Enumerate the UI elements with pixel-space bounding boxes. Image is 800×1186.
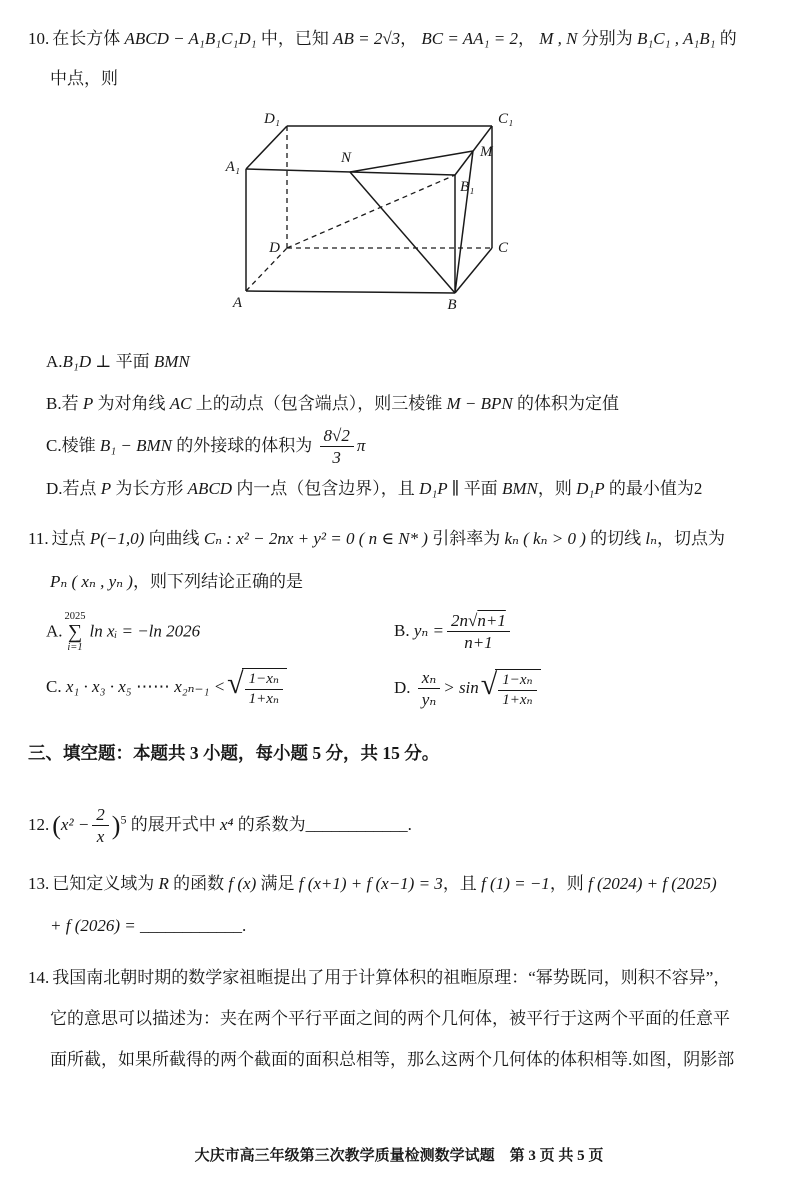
text-segment: 的体积为定值 bbox=[512, 394, 619, 414]
cuboid-svg bbox=[208, 107, 552, 325]
fraction bbox=[498, 672, 536, 710]
q11-option-d bbox=[394, 668, 770, 710]
radical bbox=[481, 669, 541, 710]
q10-option-c-pi: π bbox=[356, 435, 366, 455]
text-segment: 的系数为____________. bbox=[233, 814, 412, 834]
q13-line2 bbox=[28, 913, 770, 939]
fraction-denominator: n+1 bbox=[464, 633, 493, 653]
text-segment: ，则 bbox=[537, 478, 577, 498]
q11-option-a-expr: ln xᵢ = −ln 2026 bbox=[89, 621, 201, 641]
q10-stem-line2: 中点，则 bbox=[50, 69, 118, 89]
fraction-numerator: xₙ bbox=[418, 668, 440, 690]
text-segment: ， bbox=[400, 29, 422, 48]
q11-option-b-lhs: yₙ = bbox=[413, 620, 445, 640]
close-paren: ) bbox=[111, 810, 121, 840]
math-segment: Cₙ : x² − 2nx + y² = 0 ( n ∈ N* ) bbox=[203, 529, 428, 549]
q11-option-a bbox=[46, 611, 394, 654]
math-segment: M , N bbox=[539, 29, 578, 48]
math-segment: x⁴ bbox=[219, 814, 234, 834]
text-segment: D.若点 bbox=[46, 478, 101, 498]
math-segment: B₁C₁ , A₁B₁ bbox=[636, 29, 716, 48]
math-segment: P(−1,0) bbox=[89, 529, 145, 549]
math-segment: BC = AA₁ = 2 bbox=[421, 29, 518, 48]
text-segment: 的外接球的体积为 bbox=[172, 435, 317, 455]
text-segment: 满足 bbox=[256, 873, 299, 893]
diagonal-DB1 bbox=[287, 175, 455, 248]
question-14 bbox=[28, 963, 770, 1075]
radical bbox=[227, 668, 287, 709]
summation-lower-limit: i=1 bbox=[67, 642, 83, 654]
q11-options-row-2 bbox=[46, 668, 770, 710]
summation-upper-limit: 2025 bbox=[64, 610, 86, 622]
q11-option-b bbox=[394, 611, 770, 653]
section-3-header: 三、填空题：本题共 3 小题，每小题 5 分，共 15 分。 bbox=[28, 743, 440, 764]
fraction-denominator: 1+xₙ bbox=[502, 691, 533, 708]
radical-sign-icon: √ bbox=[480, 667, 498, 701]
math-segment: BMN bbox=[501, 478, 538, 498]
text-segment: ，切点为 bbox=[657, 529, 725, 549]
math-segment: AB = 2√3 bbox=[333, 29, 401, 48]
numerator-coef: 2n√ bbox=[451, 610, 478, 630]
label-M: M bbox=[480, 143, 493, 160]
segment-NB bbox=[350, 172, 455, 293]
q14-line2: 它的意思可以描述为：夹在两个平行平面之间的两个几何体，被平行于这两个平面的任意平 bbox=[50, 1009, 730, 1029]
summation bbox=[65, 611, 86, 654]
text-segment: 的展开式中 bbox=[126, 814, 220, 834]
text-segment: 的切线 bbox=[585, 529, 646, 549]
edge-AD bbox=[246, 248, 287, 291]
q10-stem-line1 bbox=[28, 26, 770, 52]
edge-AB bbox=[246, 291, 455, 293]
radical-sign-icon: √ bbox=[227, 666, 244, 700]
q10-number: 10. bbox=[28, 29, 50, 48]
math-segment: kₙ ( kₙ > 0 ) bbox=[504, 529, 586, 549]
q10-option-c-text bbox=[46, 436, 317, 455]
q11-option-c-label: C. bbox=[46, 677, 62, 697]
math-segment: D₁P ∥ bbox=[419, 478, 464, 498]
text-segment: 过点 bbox=[51, 529, 90, 549]
q11-option-b-label: B. bbox=[394, 620, 410, 640]
fraction-denominator: x bbox=[96, 827, 105, 847]
fraction bbox=[92, 805, 109, 847]
math-segment: B₁ − BMN bbox=[99, 435, 172, 455]
math-segment: D₁P bbox=[576, 478, 605, 498]
math-segment: B₁D ⊥ bbox=[62, 352, 116, 372]
math-segment: + f (2026) = bbox=[50, 916, 140, 936]
label-A1: A₁ bbox=[225, 158, 240, 175]
text-segment: 上的动点（包含端点），则三棱锥 bbox=[191, 394, 447, 414]
math-segment: ABCD − A₁B₁C₁D₁ bbox=[124, 29, 257, 48]
math-segment: R bbox=[158, 873, 169, 893]
exponent: 5 bbox=[120, 811, 127, 826]
math-segment: ABCD bbox=[187, 478, 233, 498]
sigma-symbol: ∑ bbox=[67, 621, 83, 644]
fraction bbox=[447, 611, 510, 653]
question-11 bbox=[28, 526, 770, 710]
q11-stem-line2 bbox=[28, 569, 770, 595]
label-B: B bbox=[447, 296, 457, 313]
q11-option-a-label: A. bbox=[46, 621, 63, 641]
math-segment: P bbox=[100, 478, 112, 498]
math-segment: f (x+1) + f (x−1) = 3 bbox=[298, 873, 443, 893]
q11-options-row-1 bbox=[46, 611, 770, 654]
fraction-numerator: 1−xₙ bbox=[245, 671, 283, 690]
math-segment: BMN bbox=[153, 352, 190, 372]
fraction-denominator: 1+xₙ bbox=[248, 691, 279, 708]
text-segment: 的最小值为2 bbox=[604, 478, 703, 498]
fraction-numerator bbox=[447, 611, 510, 633]
q11-number: 11. bbox=[28, 529, 49, 549]
q11-option-d-label: D. bbox=[394, 677, 411, 697]
text-segment: 平面 bbox=[115, 352, 154, 372]
q10-option-d bbox=[46, 476, 770, 502]
fraction-denominator: yₙ bbox=[421, 690, 437, 710]
question-12 bbox=[28, 805, 770, 847]
cuboid-figure bbox=[208, 107, 552, 333]
text-segment: B.若 bbox=[46, 394, 83, 414]
text-segment: 的 bbox=[715, 29, 737, 48]
math-segment: AC bbox=[169, 394, 192, 414]
q10-option-b bbox=[46, 391, 770, 417]
q10-stem-segments bbox=[52, 29, 737, 48]
q14-line1-text: 我国南北朝时期的数学家祖暅提出了用于计算体积的祖暅原理：“幂势既同，则积不容异”， bbox=[52, 968, 731, 988]
question-13 bbox=[28, 871, 770, 940]
text-segment: 向曲线 bbox=[144, 529, 204, 549]
math-segment: f (2024) + f (2025) bbox=[588, 873, 717, 893]
math-segment: f (1) = −1 bbox=[481, 873, 550, 893]
text-segment: A. bbox=[46, 352, 63, 372]
open-paren: ( bbox=[52, 810, 61, 840]
q11-option-c-product: x₁ · x₃ · x₅ ⋯⋯ x₂ₙ₋₁ < bbox=[65, 677, 226, 697]
label-B1: B₁ bbox=[460, 178, 475, 195]
q11-option-d-relation: > sin bbox=[443, 677, 479, 697]
text-segment: 内一点（包含边界），且 bbox=[232, 478, 420, 498]
q10-option-c bbox=[46, 426, 770, 468]
q12-number: 12. bbox=[28, 814, 50, 834]
fraction bbox=[418, 668, 440, 710]
q11-option-c bbox=[46, 668, 394, 709]
text-segment: ，则 bbox=[549, 873, 589, 893]
math-segment: P bbox=[82, 394, 94, 414]
text-segment: ， bbox=[517, 29, 540, 48]
text-segment: 为对角线 bbox=[93, 394, 170, 414]
segment-NM bbox=[350, 151, 473, 172]
fraction bbox=[320, 426, 354, 468]
visible-edges bbox=[246, 126, 492, 293]
math-segment: M − BPN bbox=[446, 394, 513, 414]
text-segment: ，且 bbox=[442, 873, 482, 893]
q13-line1-segments bbox=[52, 874, 716, 893]
text-segment: 已知定义域为 bbox=[52, 873, 159, 893]
text-segment: 引斜率为 bbox=[427, 529, 505, 549]
text-segment: 平面 bbox=[463, 478, 502, 498]
label-C: C bbox=[498, 239, 509, 256]
q13-line1 bbox=[28, 871, 770, 897]
fraction bbox=[245, 671, 283, 709]
page-footer: 大庆市高三年级第三次教学质量检测数学试题 第 3 页 共 5 页 bbox=[194, 1147, 604, 1164]
text-segment: ，则下列结论正确的是 bbox=[132, 571, 303, 591]
radicand: n+1 bbox=[477, 610, 506, 630]
label-D1: D₁ bbox=[263, 110, 280, 127]
text-segment: 为长方形 bbox=[111, 478, 188, 498]
label-A: A bbox=[232, 294, 242, 311]
text-segment: ____________. bbox=[140, 916, 247, 936]
q14-line3: 面所截，如果所截得的两个截面的面积总相等，那么这两个几何体的体积相等.如图，阴影部 bbox=[50, 1049, 735, 1069]
fraction-numerator: 1−xₙ bbox=[498, 672, 536, 691]
math-segment: lₙ bbox=[645, 529, 657, 549]
radical-body bbox=[495, 669, 540, 710]
label-N: N bbox=[340, 149, 352, 166]
fraction-numerator: 2 bbox=[92, 805, 109, 827]
q12-binomial-first: x² − bbox=[60, 814, 90, 834]
q14-line1 bbox=[28, 963, 770, 994]
q10-option-a bbox=[46, 349, 770, 375]
question-10 bbox=[28, 26, 770, 502]
text-segment: 中，已知 bbox=[256, 29, 334, 48]
q12-line bbox=[28, 805, 770, 847]
radical-body bbox=[242, 668, 287, 709]
label-C1: C₁ bbox=[498, 110, 514, 127]
q11-stem-segments bbox=[52, 529, 725, 548]
q14-number: 14. bbox=[28, 968, 50, 988]
q11-stem-line1 bbox=[28, 526, 770, 552]
text-segment: 分别为 bbox=[577, 29, 637, 48]
text-segment: C.棱锥 bbox=[46, 435, 100, 455]
fraction-denominator: 3 bbox=[332, 448, 341, 468]
q13-number: 13. bbox=[28, 873, 50, 893]
fraction-numerator: 8√2 bbox=[320, 426, 354, 448]
math-segment: Pₙ ( xₙ , yₙ ) bbox=[50, 571, 133, 591]
label-D: D bbox=[269, 239, 280, 256]
math-segment: f (x) bbox=[228, 873, 257, 893]
text-segment: 在长方体 bbox=[52, 29, 125, 48]
edge-A1D1 bbox=[246, 126, 287, 169]
q12-tail bbox=[126, 815, 411, 834]
text-segment: 的函数 bbox=[168, 873, 229, 893]
